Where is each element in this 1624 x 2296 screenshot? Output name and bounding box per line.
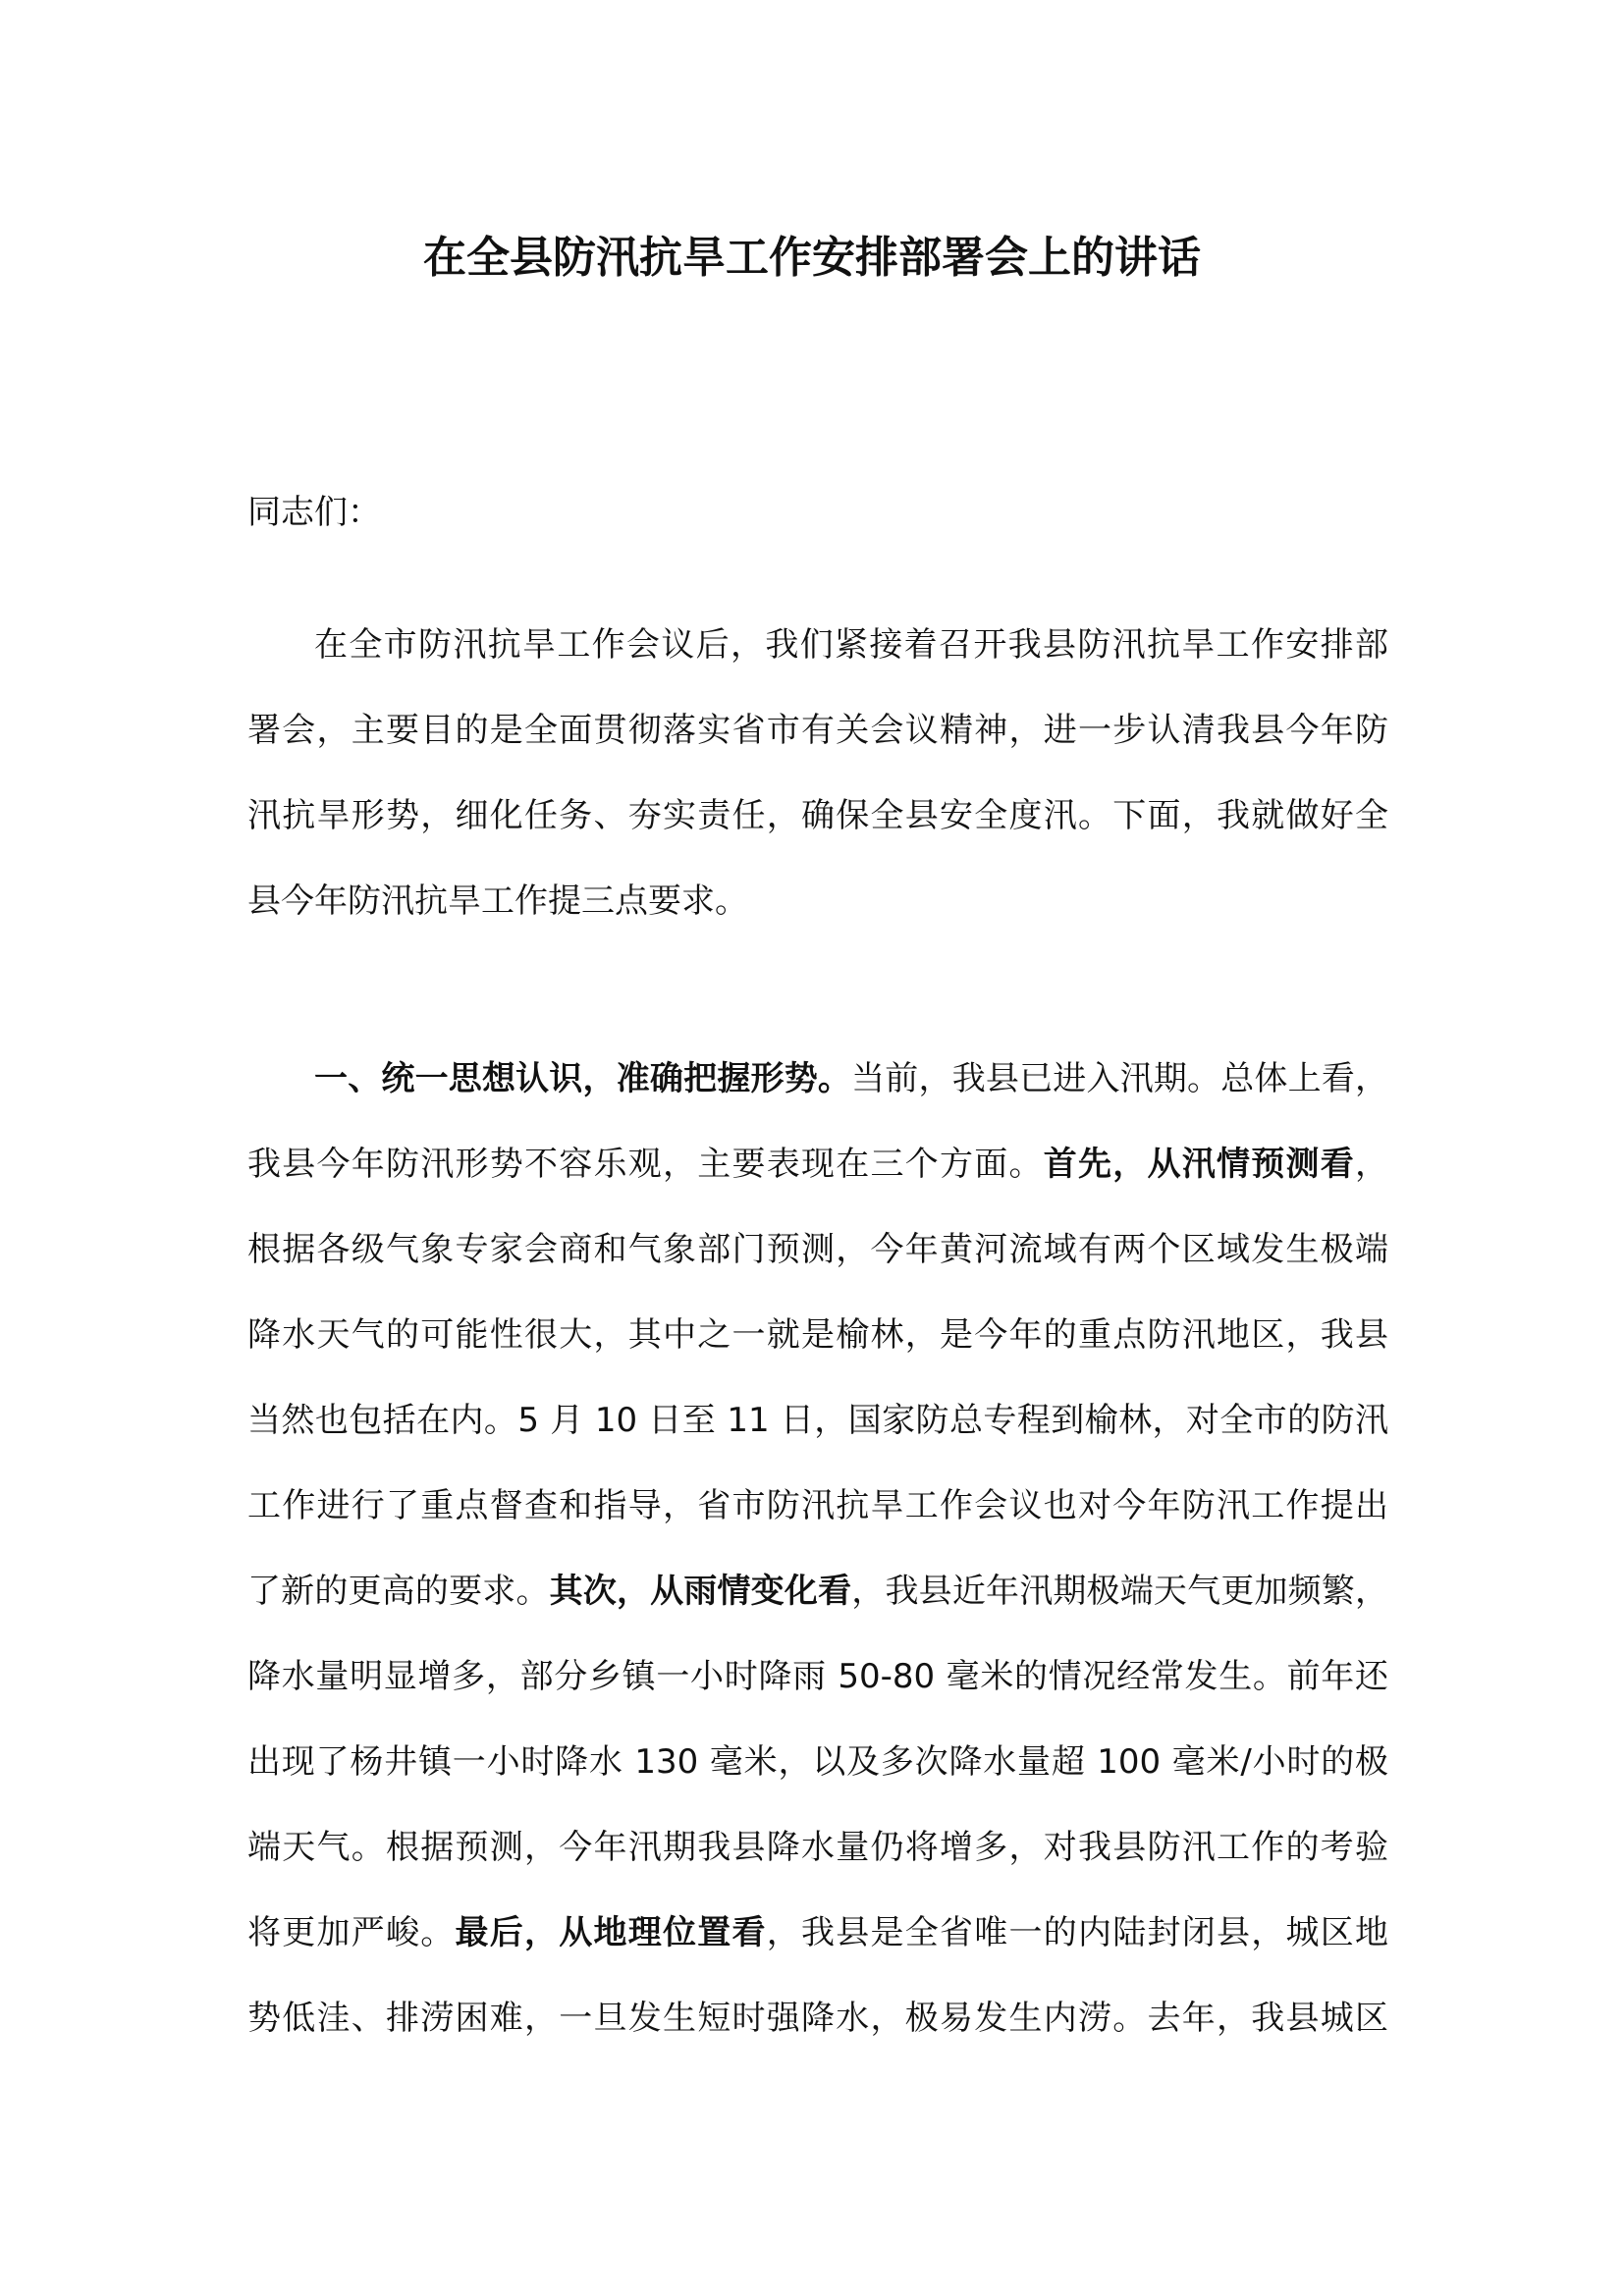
bold-heading-text: 一、统一思想认识，准确把握形势。: [314, 1059, 852, 1098]
body-text: 县今年防汛抗旱工作提三点要求。: [247, 881, 748, 921]
body-text: 我县今年防汛形势不容乐观，主要表现在三个方面。: [247, 1145, 1044, 1184]
body-text: 将更加严峻。: [247, 1913, 456, 1952]
paragraph-1-line: [247, 794, 1388, 837]
paragraph-1-line: [247, 709, 1388, 752]
paragraph-2-line: [247, 1228, 1388, 1271]
body-text: 根据各级气象专家会商和气象部门预测，今年黄河流域有两个区域发生极端: [247, 1230, 1388, 1269]
paragraph-2-line: [247, 1570, 1388, 1613]
paragraph-2-line: [247, 1911, 1388, 1954]
paragraph-2-line: [247, 1826, 1388, 1869]
paragraph-2-line: [247, 1997, 1388, 2040]
bold-heading-text: 最后，从地理位置看: [455, 1913, 767, 1952]
paragraph-2-line: [247, 1057, 1388, 1100]
body-text: 工作进行了重点督查和指导，省市防汛抗旱工作会议也对今年防汛工作提出: [247, 1486, 1388, 1525]
paragraph-1-line: [247, 623, 1388, 667]
body-text: 汛抗旱形势，细化任务、夯实责任，确保全县安全度汛。下面，我就做好全: [247, 796, 1388, 835]
body-text: 署会，主要目的是全面贯彻落实省市有关会议精神，进一步认清我县今年防: [247, 711, 1388, 750]
salutation: 同志们：: [247, 493, 381, 532]
body-text: 降水量明显增多，部分乡镇一小时降雨 50-80 毫米的情况经常发生。前年还: [247, 1657, 1388, 1696]
paragraph-2-line: [247, 1655, 1388, 1698]
paragraph-2-line: [247, 1313, 1388, 1357]
bold-heading-text: 首先，从汛情预测看: [1043, 1145, 1355, 1184]
body-text: ，我县近年汛期极端天气更加频繁，: [851, 1572, 1389, 1611]
paragraph-2-line: [247, 1740, 1388, 1784]
body-text: ，我县是全省唯一的内陆封闭县，城区地: [766, 1913, 1388, 1952]
body-text: 出现了杨井镇一小时降水 130 毫米，以及多次降水量超 100 毫米/小时的极: [247, 1742, 1388, 1782]
body-text: 了新的更高的要求。: [247, 1572, 550, 1611]
paragraph-2-line: [247, 1484, 1388, 1527]
body-text: 降水天气的可能性很大，其中之一就是榆林，是今年的重点防汛地区，我县: [247, 1315, 1388, 1355]
body-text: ，: [1355, 1145, 1388, 1184]
body-text: 势低洼、排涝困难，一旦发生短时强降水，极易发生内涝。去年，我县城区: [247, 1999, 1388, 2038]
body-text: 端天气。根据预测，今年汛期我县降水量仍将增多，对我县防汛工作的考验: [247, 1828, 1388, 1867]
body-text: 当前，我县已进入汛期。总体上看，: [851, 1059, 1389, 1098]
bold-heading-text: 其次，从雨情变化看: [549, 1572, 852, 1611]
paragraph-1-line: [247, 880, 1388, 923]
document-title: 在全县防汛抗旱工作安排部署会上的讲话: [423, 233, 1201, 283]
paragraph-2-line: [247, 1399, 1388, 1442]
body-text: 当然也包括在内。5 月 10 日至 11 日，国家防总专程到榆林，对全市的防汛: [247, 1401, 1388, 1440]
paragraph-2-line: [247, 1143, 1388, 1186]
body-text: 在全市防汛抗旱工作会议后，我们紧接着召开我县防汛抗旱工作安排部: [314, 625, 1388, 665]
